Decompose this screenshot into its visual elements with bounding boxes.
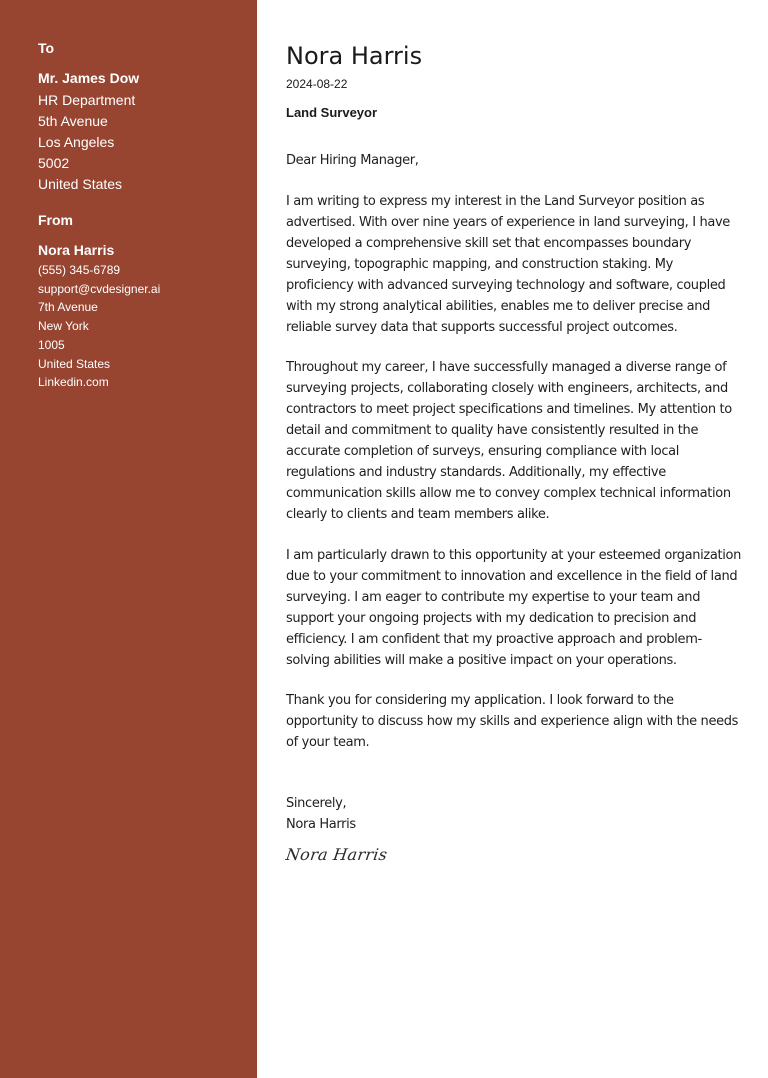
greeting: Dear Hiring Manager,: [286, 153, 419, 168]
sender-phone: (555) 345-6789: [38, 263, 121, 277]
recipient-street: 5th Avenue: [38, 113, 108, 129]
recipient-name: Mr. James Dow: [38, 70, 140, 86]
recipient-postcode: 5002: [38, 155, 70, 171]
position-title: Land Surveyor: [286, 105, 378, 120]
sender-country: United States: [38, 356, 111, 371]
recipient-block: [38, 40, 257, 195]
recipient-city: Los Angeles: [38, 134, 115, 150]
sender-block: [38, 212, 257, 392]
recipient-department: HR Department: [38, 92, 136, 108]
signature: Nora Harris: [284, 845, 389, 864]
letter-body: [257, 0, 768, 1078]
sender-city: New York: [38, 319, 89, 334]
closing: Sincerely,: [286, 796, 347, 811]
sender-title-name: Nora Harris: [286, 42, 423, 70]
closing-name: Nora Harris: [286, 817, 356, 832]
sender-street: 7th Avenue: [38, 300, 98, 315]
paragraph: Thank you for considering my application. I look forward to the opportunity to discuss how my skills and experience align with the needs of your team.: [286, 693, 739, 750]
sender-email: support@cvdesigner.ai: [38, 281, 161, 296]
paragraph: I am particularly drawn to this opportunity at your esteemed organization due to your commitment to innovation and excellence in the field of land surveying. I am eager to contribute my expertise to your team and support your ongoing projects with my dedication to precision and efficiency. I am confident that my proactive approach and problem-solving abilities will make a positive impact on your operations.: [286, 547, 741, 668]
paragraph: Throughout my career, I have successfully managed a diverse range of surveying projects, collaborating closely with engineers, architects, and contractors to meet project specifications and timelines. My attention to detail and commitment to quality have consistently resulted in the accurate completion of surveys, ensuring compliance with local regulations and industry standards. Additionally, my effective communication skills allow me to convey complex technical information clearly to clients and team members alike.: [286, 360, 732, 522]
sidebar: [0, 0, 257, 1078]
sender-postcode: 1005: [38, 337, 65, 352]
paragraph: I am writing to express my interest in the Land Surveyor position as advertised. With over nine years of experience in land surveying, I have developed a comprehensive skill set that encompasses boundary surveying, topographic mapping, and construction staking. My proficiency with advanced surveying technology and software, coupled with my strong analytical abilities, enables me to deliver precise and reliable survey data that supports successful project outcomes.: [286, 193, 730, 335]
sender-name: Nora Harris: [38, 242, 115, 258]
recipient-country: United States: [38, 176, 123, 192]
recipient-heading: To: [38, 40, 55, 56]
letter-date: 2024-08-22: [286, 77, 348, 91]
sender-linkedin: Linkedin.com: [38, 375, 109, 390]
sender-heading: From: [38, 212, 73, 228]
